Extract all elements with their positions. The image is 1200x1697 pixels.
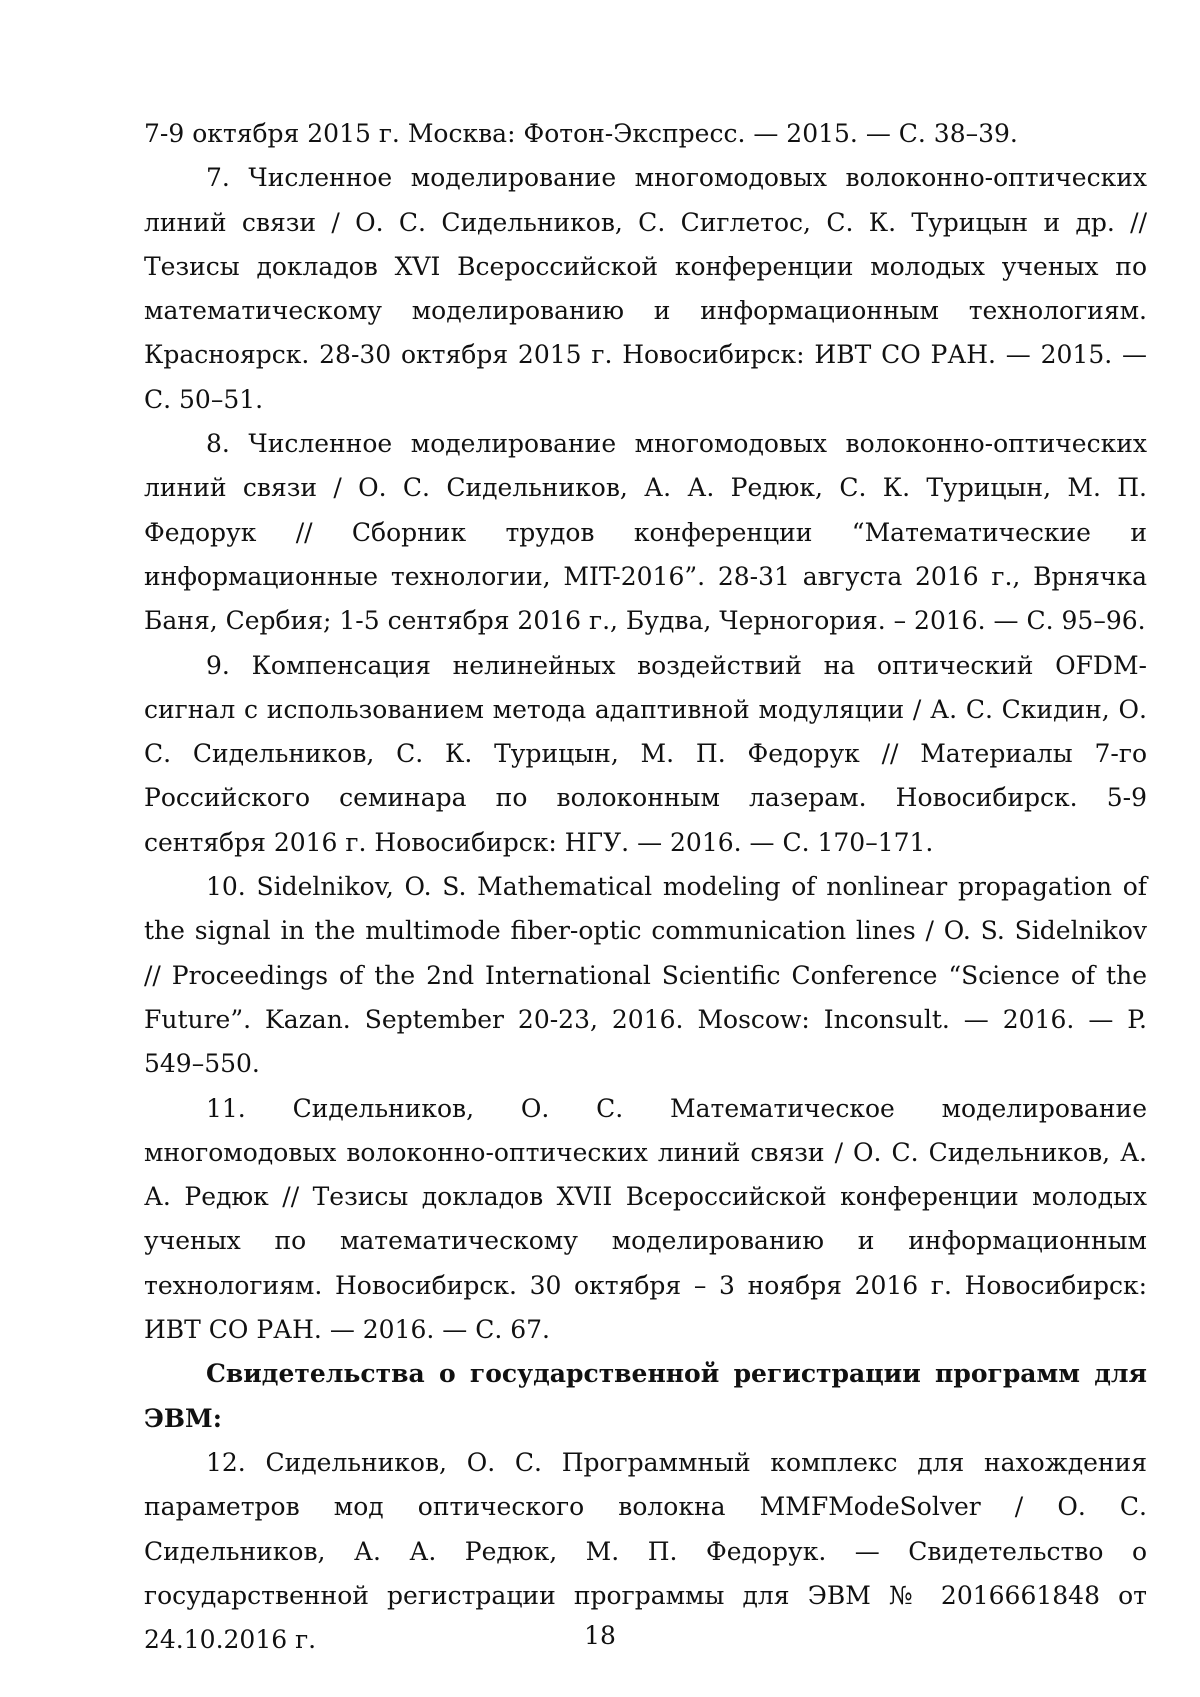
- reference-text: Численное моделирование многомодовых волоконно-оптических линий связи / О. С. Сидельников, С. Сиглетос, С. К. Турицын и др. // Тезисы докладов XVI Всероссийской конференции молодых ученых по математическому моделированию и информационным технологиям. Красноярск. 28-30 октября 2015 г. Новосибирск: ИВТ СО РАН. — 2015. — С. 50–51.: [144, 163, 1147, 414]
- reference-text: Численное моделирование многомодовых волоконно-оптических линий связи / О. С. Сидельников, А. А. Редюк, С. К. Турицын, М. П. Федорук // Сборник трудов конференции “Математические и информационные технологии, MIT-2016”. 28-31 августа 2016 г., Врнячка Баня, Сербия; 1-5 сентября 2016 г., Будва, Черногория. – 2016. — С. 95–96.: [144, 429, 1147, 636]
- reference-item-10: [144, 865, 1147, 1086]
- reference-text: Sidelnikov, O. S. Mathematical modeling of nonlinear propagation of the signal in the multimode fiber-optic communication lines / O. S. Sidelnikov // Proceedings of the 2nd International Scientific Conference “Science of the Future”. Kazan. September 20-23, 2016. Moscow: Inconsult. — 2016. — P. 549–550.: [144, 872, 1148, 1079]
- page-number: 18: [584, 1621, 616, 1650]
- reference-item-9: [144, 644, 1147, 865]
- reference-text: Компенсация нелинейных воздействий на оптический OFDM-сигнал с использованием метода адаптивной модуляции / А. С. Скидин, О. С. Сидельников, С. К. Турицын, М. П. Федорук // Материалы 7-го Российского семинара по волоконным лазерам. Новосибирск. 5-9 сентября 2016 г. Новосибирск: НГУ. — 2016. — С. 170–171.: [144, 650, 1147, 857]
- reference-number: 11.: [206, 1093, 246, 1123]
- section-heading: Свидетельства о государственной регистрации программ для ЭВМ:: [144, 1359, 1147, 1433]
- reference-number: 7.: [206, 163, 230, 193]
- reference-text: Сидельников, О. С. Программный комплекс для нахождения параметров мод оптического волокна MMFModeSolver / О. С. Сидельников, А. А. Редюк, М. П. Федорук. — Свидетельство о государственной регистрации программы для ЭВМ № 2016661848 от 24.10.2016 г.: [144, 1447, 1147, 1655]
- reference-number: 8.: [206, 429, 230, 459]
- reference-number: 12.: [206, 1447, 246, 1477]
- page-body: [144, 112, 1147, 1662]
- reference-item-8: [144, 422, 1147, 643]
- reference-continuation: 7-9 октября 2015 г. Москва: Фотон-Экспресс. — 2015. — С. 38–39.: [144, 119, 1018, 148]
- reference-number: 9.: [206, 650, 230, 680]
- reference-text: Сидельников, О. С. Математическое моделирование многомодовых волоконно-оптических линий связи / О. С. Сидельников, А. А. Редюк // Тезисы докладов XVII Всероссийской конференции молодых ученых по математическому моделированию и информационным технологиям. Новосибирск. 30 октября – 3 ноября 2016 г. Новосибирск: ИВТ СО РАН. — 2016. — С. 67.: [144, 1093, 1147, 1345]
- reference-item-7: [144, 156, 1147, 422]
- reference-number: 10.: [206, 872, 246, 902]
- reference-item-11: [144, 1087, 1147, 1353]
